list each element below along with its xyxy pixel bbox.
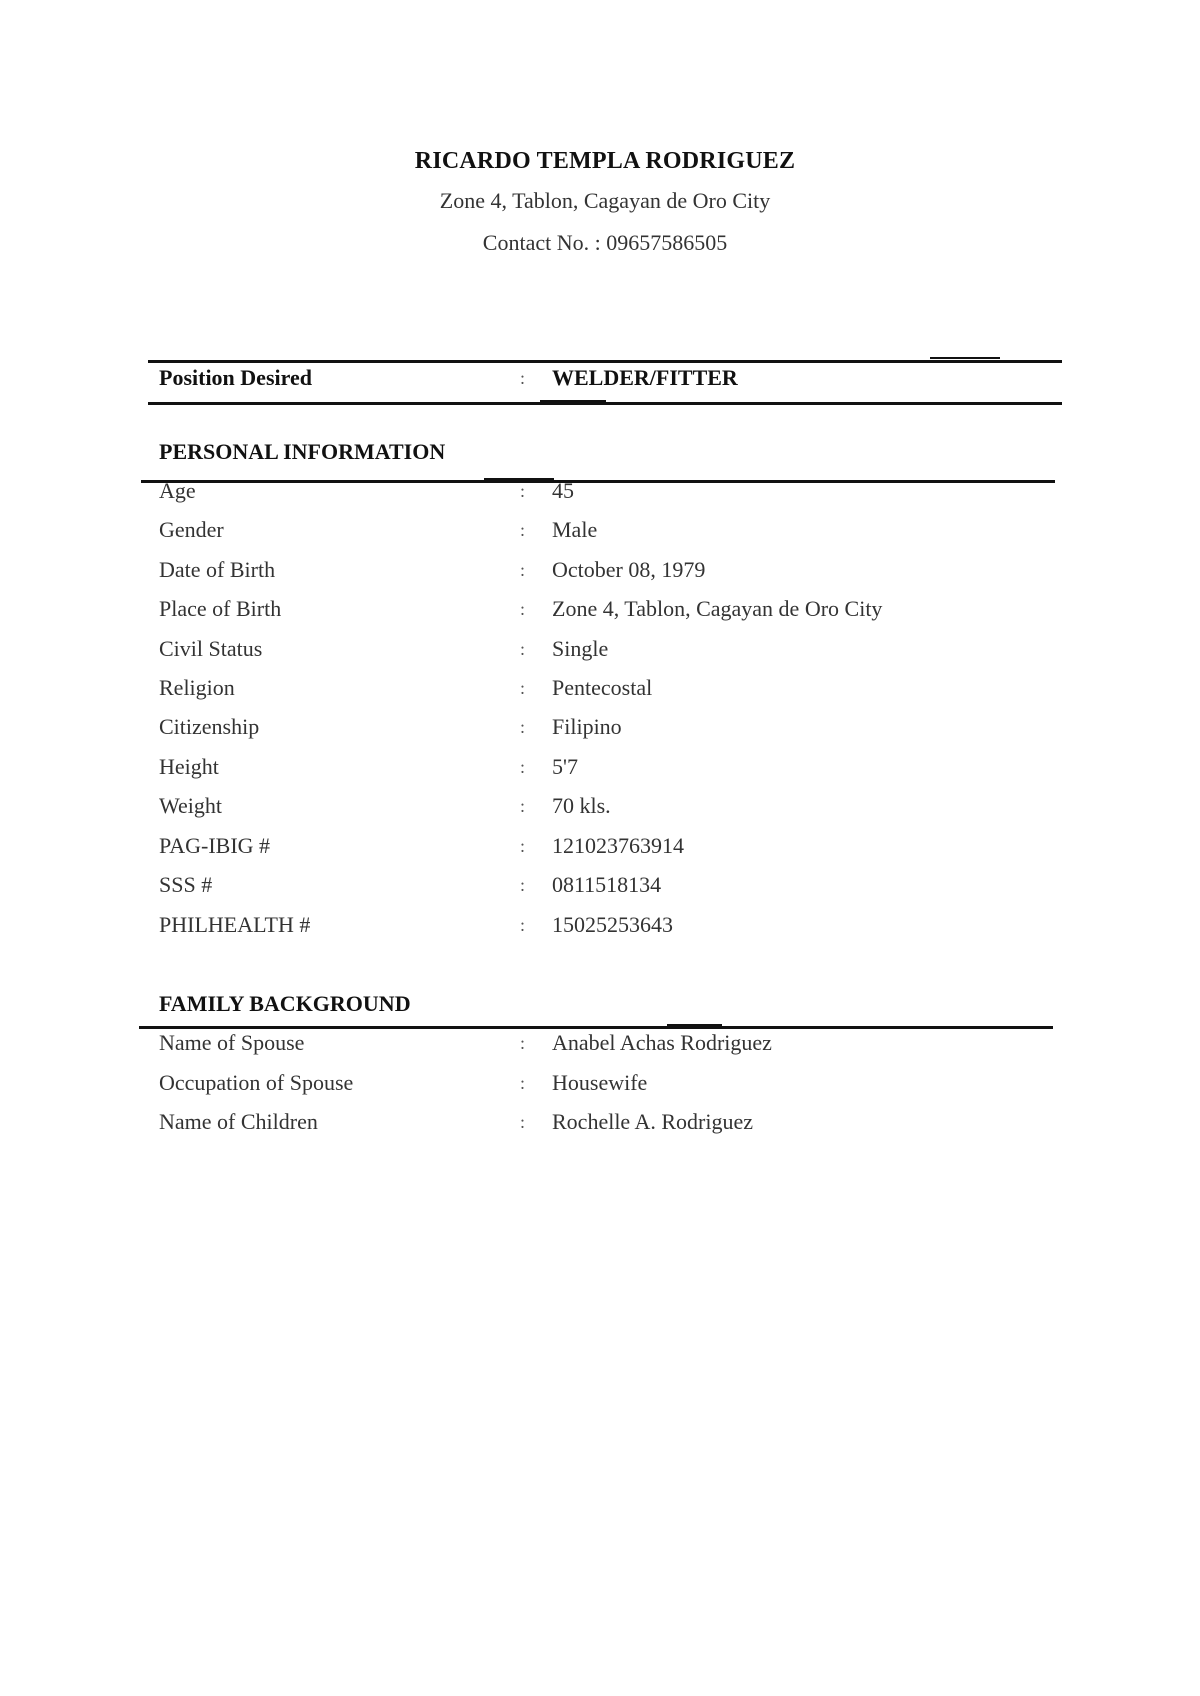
row-separator: : bbox=[520, 678, 526, 698]
row-separator: : bbox=[520, 796, 526, 816]
row-label: PHILHEALTH # bbox=[159, 912, 311, 937]
row-separator: : bbox=[520, 836, 526, 856]
row-separator: : bbox=[520, 560, 526, 580]
row-separator: : bbox=[520, 717, 526, 737]
row-label: Name of Children bbox=[159, 1109, 318, 1134]
row-value: October 08, 1979 bbox=[552, 557, 706, 582]
position-top-accent bbox=[930, 357, 1000, 359]
row-label: Civil Status bbox=[159, 636, 263, 661]
row-value: Male bbox=[552, 517, 598, 542]
info-row-place-of-birth bbox=[159, 594, 1059, 624]
position-bottom-accent bbox=[540, 400, 606, 402]
position-desired-row bbox=[159, 363, 1059, 393]
row-value: 5'7 bbox=[552, 754, 578, 779]
row-value: Pentecostal bbox=[552, 675, 653, 700]
row-separator: : bbox=[520, 481, 526, 501]
row-value: 45 bbox=[552, 478, 574, 503]
info-row-height bbox=[159, 752, 1059, 782]
info-row-weight bbox=[159, 791, 1059, 821]
row-label: SSS # bbox=[159, 872, 213, 897]
info-row-sss bbox=[159, 870, 1059, 900]
family-row-children bbox=[159, 1107, 1059, 1137]
info-row-civil-status bbox=[159, 634, 1059, 664]
row-separator: : bbox=[520, 875, 526, 895]
row-label: Gender bbox=[159, 517, 224, 542]
info-row-age bbox=[159, 476, 1059, 506]
info-row-philhealth bbox=[159, 910, 1059, 940]
row-label: Age bbox=[159, 478, 196, 503]
applicant-contact: Contact No. : 09657586505 bbox=[482, 230, 728, 255]
applicant-address: Zone 4, Tablon, Cagayan de Oro City bbox=[439, 188, 771, 213]
row-label: Date of Birth bbox=[159, 557, 276, 582]
row-value: 15025253643 bbox=[552, 912, 673, 937]
row-value: Filipino bbox=[552, 714, 622, 739]
row-separator: : bbox=[520, 639, 526, 659]
info-row-date-of-birth bbox=[159, 555, 1059, 585]
info-row-gender bbox=[159, 515, 1059, 545]
row-value: Zone 4, Tablon, Cagayan de Oro City bbox=[552, 596, 883, 621]
family-background-accent bbox=[667, 1024, 722, 1026]
position-desired-value: WELDER/FITTER bbox=[552, 365, 738, 390]
row-value: Anabel Achas Rodriguez bbox=[552, 1030, 772, 1055]
row-value: 121023763914 bbox=[552, 833, 684, 858]
row-separator: : bbox=[520, 915, 526, 935]
row-label: Religion bbox=[159, 675, 235, 700]
position-desired-separator: : bbox=[520, 368, 526, 388]
row-value: Rochelle A. Rodriguez bbox=[552, 1109, 754, 1134]
row-separator: : bbox=[520, 757, 526, 777]
row-value: Housewife bbox=[552, 1070, 648, 1095]
family-background-title: FAMILY BACKGROUND bbox=[159, 991, 411, 1016]
row-label: Occupation of Spouse bbox=[159, 1070, 354, 1095]
row-separator: : bbox=[520, 1033, 526, 1053]
row-separator: : bbox=[520, 599, 526, 619]
position-desired-label: Position Desired bbox=[159, 365, 312, 390]
row-separator: : bbox=[520, 1112, 526, 1132]
row-label: Citizenship bbox=[159, 714, 260, 739]
info-row-citizenship bbox=[159, 712, 1059, 742]
row-label: PAG-IBIG # bbox=[159, 833, 271, 858]
resume-header bbox=[0, 148, 1200, 270]
row-value: Single bbox=[552, 636, 609, 661]
row-label: Place of Birth bbox=[159, 596, 282, 621]
position-bottom-rule bbox=[148, 402, 1062, 405]
family-row-spouse-name bbox=[159, 1028, 1059, 1058]
applicant-name: RICARDO TEMPLA RODRIGUEZ bbox=[414, 148, 796, 174]
row-separator: : bbox=[520, 1073, 526, 1093]
row-label: Name of Spouse bbox=[159, 1030, 305, 1055]
row-separator: : bbox=[520, 520, 526, 540]
row-value: 70 kls. bbox=[552, 793, 611, 818]
row-value: 0811518134 bbox=[552, 872, 662, 897]
personal-info-title: PERSONAL INFORMATION bbox=[159, 439, 446, 464]
family-row-spouse-occupation bbox=[159, 1068, 1059, 1098]
row-label: Height bbox=[159, 754, 219, 779]
info-row-religion bbox=[159, 673, 1059, 703]
info-row-pag-ibig bbox=[159, 831, 1059, 861]
row-label: Weight bbox=[159, 793, 222, 818]
